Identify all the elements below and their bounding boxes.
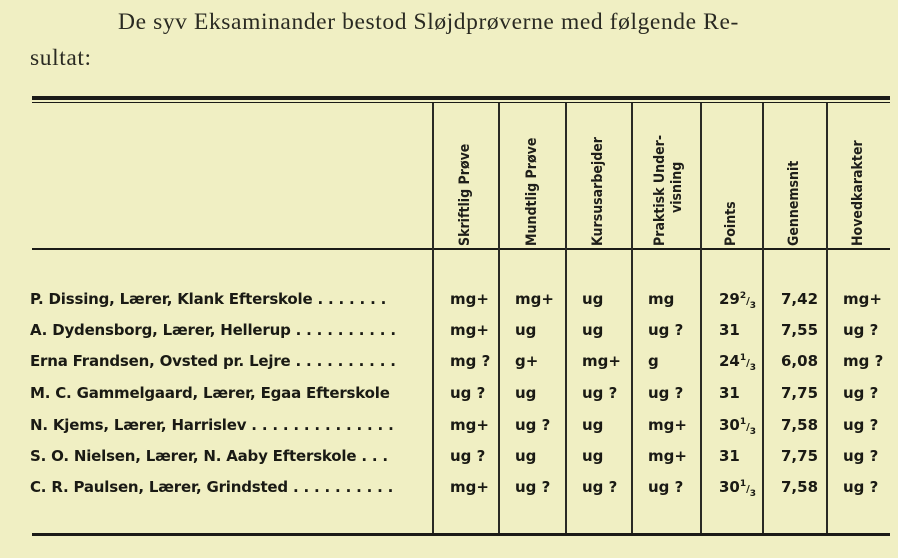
header-praktisk-cell: [631, 108, 700, 248]
points-value: [719, 478, 756, 499]
points-fraction-numerator: 1: [739, 417, 747, 427]
grade-kursus: ug: [582, 290, 604, 308]
grade-hoved: ug ?: [843, 447, 879, 465]
table-row: [0, 284, 898, 315]
header-hoved-cell: [826, 108, 890, 248]
points-fraction-numerator: 2: [739, 291, 747, 301]
grade-hoved: ug ?: [843, 384, 879, 402]
points-value: [719, 416, 756, 437]
grade-skriftlig: mg+: [450, 321, 489, 339]
grade-hoved: ug ?: [843, 416, 879, 434]
points-whole: 30: [719, 478, 740, 496]
grade-praktisk: ug ?: [648, 384, 684, 402]
fraction-slash: /: [746, 484, 750, 495]
grade-kursus: ug ?: [582, 478, 618, 496]
examinee-name: S. O. Nielsen, Lærer, N. Aaby Efterskole . . .: [30, 447, 388, 465]
points-value: [719, 352, 756, 373]
points-whole: 31: [719, 321, 740, 339]
header-skriftlig-cell: [432, 108, 498, 248]
grade-kursus: ug: [582, 447, 604, 465]
examinee-name: M. C. Gammelgaard, Lærer, Egaa Efterskole: [30, 384, 390, 402]
grade-skriftlig: mg ?: [450, 352, 491, 370]
grade-skriftlig: mg+: [450, 416, 489, 434]
header-points: Points: [723, 201, 739, 246]
grade-hoved: ug ?: [843, 478, 879, 496]
examinee-name: Erna Frandsen, Ovsted pr. Lejre . . . . . . . . . .: [30, 352, 396, 370]
examinee-name: A. Dydensborg, Lærer, Hellerup . . . . . . . . . .: [30, 321, 396, 339]
table-row: [0, 378, 898, 409]
header-praktisk-line2: visning: [668, 161, 685, 213]
intro-line-2: sultat:: [30, 45, 92, 71]
fraction-slash: /: [746, 358, 750, 369]
grade-gennemsnit: 7,58: [781, 478, 819, 496]
points-value: [719, 384, 740, 402]
points-fraction-denominator: 3: [749, 363, 757, 373]
grade-mundtlig: ug: [515, 384, 537, 402]
points-whole: 30: [719, 416, 740, 434]
points-fraction-denominator: 3: [749, 489, 757, 499]
examinee-name: P. Dissing, Lærer, Klank Efterskole . . . . . . .: [30, 290, 387, 308]
points-whole: 31: [719, 447, 740, 465]
fraction-slash: /: [746, 422, 750, 433]
examinee-name: C. R. Paulsen, Lærer, Grindsted . . . . . . . . . .: [30, 478, 394, 496]
grade-praktisk: g: [648, 352, 659, 370]
header-points-cell: [700, 108, 762, 248]
points-whole: 29: [719, 290, 740, 308]
intro-line-1: De syv Eksaminander bestod Sløjdprøverne med følgende Re-: [118, 9, 739, 35]
header-kursus: Kursusarbejder: [590, 136, 606, 246]
grade-skriftlig: ug ?: [450, 384, 486, 402]
grade-hoved: ug ?: [843, 321, 879, 339]
header-gennemsnit: Gennemsnit: [786, 160, 802, 246]
table-top-rule: [32, 96, 890, 100]
header-praktisk-line1: Praktisk Under-: [651, 134, 668, 246]
table-row: [0, 410, 898, 441]
header-kursus-cell: [565, 108, 631, 248]
points-fraction-numerator: 1: [739, 353, 747, 363]
header-skriftlig: Skriftlig Prøve: [457, 143, 473, 246]
points-whole: 24: [719, 352, 740, 370]
grade-skriftlig: mg+: [450, 290, 489, 308]
table-row: [0, 472, 898, 503]
header-mundtlig: Mundtlig Prøve: [523, 137, 540, 246]
grade-mundtlig: ug ?: [515, 416, 551, 434]
header-hoved: Hovedkarakter: [850, 140, 866, 246]
grade-mundtlig: ug: [515, 447, 537, 465]
header-mundtlig-cell: [498, 108, 565, 248]
grade-mundtlig: g+: [515, 352, 539, 370]
examinee-name: N. Kjems, Lærer, Harrislev . . . . . . . . . . . . . .: [30, 416, 394, 434]
grade-kursus: ug: [582, 416, 604, 434]
grade-gennemsnit: 7,55: [781, 321, 819, 339]
points-value: [719, 447, 740, 465]
grade-kursus: mg+: [582, 352, 621, 370]
grade-mundtlig: mg+: [515, 290, 554, 308]
grade-praktisk: mg+: [648, 416, 687, 434]
points-fraction-numerator: 1: [739, 479, 747, 489]
points-value: [719, 321, 740, 339]
grade-gennemsnit: 7,58: [781, 416, 819, 434]
table-row: [0, 441, 898, 472]
grade-praktisk: ug ?: [648, 478, 684, 496]
grade-skriftlig: ug ?: [450, 447, 486, 465]
points-fraction-denominator: 3: [749, 301, 757, 311]
table-row: [0, 315, 898, 346]
grade-kursus: ug ?: [582, 384, 618, 402]
points-value: [719, 290, 756, 311]
grade-praktisk: mg: [648, 290, 675, 308]
grade-gennemsnit: 7,42: [781, 290, 819, 308]
table-row: [0, 346, 898, 377]
fraction-slash: /: [746, 296, 750, 307]
points-fraction-denominator: 3: [749, 427, 757, 437]
points-whole: 31: [719, 384, 740, 402]
intro-paragraph: [30, 4, 888, 76]
grade-praktisk: ug ?: [648, 321, 684, 339]
grade-gennemsnit: 7,75: [781, 447, 819, 465]
grade-mundtlig: ug: [515, 321, 537, 339]
grade-gennemsnit: 6,08: [781, 352, 819, 370]
grade-skriftlig: mg+: [450, 478, 489, 496]
grade-kursus: ug: [582, 321, 604, 339]
header-gennemsnit-cell: [762, 108, 826, 248]
grade-praktisk: mg+: [648, 447, 687, 465]
table-bottom-rule: [32, 533, 890, 536]
grade-mundtlig: ug ?: [515, 478, 551, 496]
grade-hoved: mg ?: [843, 352, 884, 370]
grade-hoved: mg+: [843, 290, 882, 308]
grade-gennemsnit: 7,75: [781, 384, 819, 402]
